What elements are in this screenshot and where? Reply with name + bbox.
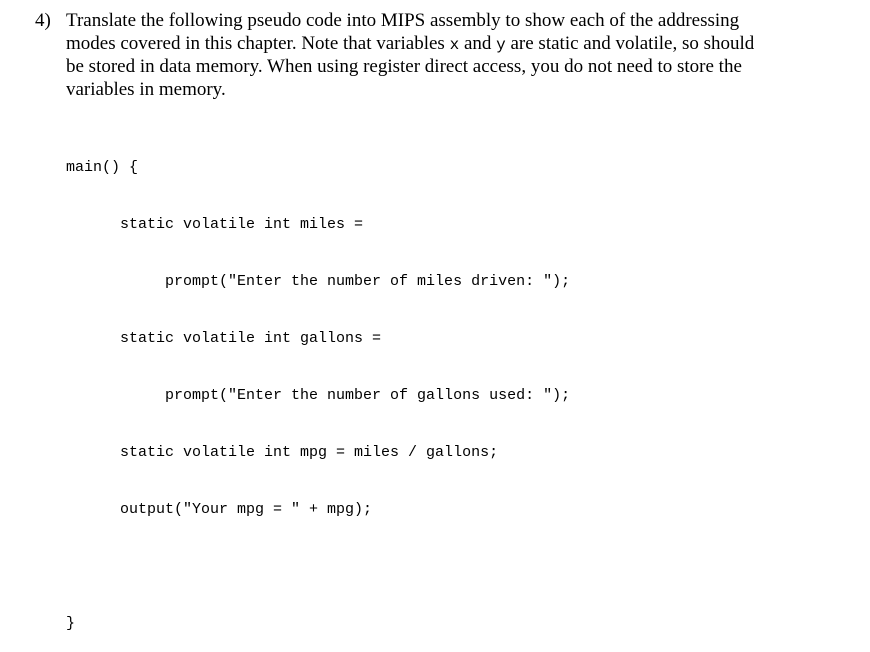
variable-y: y [496,35,506,54]
code-line: output("Your mpg = " + mpg); [66,501,373,518]
question-line-2 [66,33,816,57]
question-line-4: variables in memory. [66,78,226,100]
question-line-2-part-a: modes covered in this chapter. Note that variables [66,32,450,54]
code-line: static volatile int miles = [66,216,364,233]
question-number: 4) [35,10,51,31]
question-line-3: be stored in data memory. When using register direct access, you do not need to store the [66,56,742,77]
question-line-2-part-b: and [459,32,497,54]
pseudo-code-block [66,120,570,652]
code-line: } [66,615,76,632]
question-line-2-part-c: are static and volatile, so should [505,32,755,54]
code-line: main() { [66,159,139,176]
variable-x: x [449,35,460,54]
code-line: static volatile int gallons = [66,330,382,347]
code-line: prompt("Enter the number of miles driven: "); [66,273,571,290]
code-line: static volatile int mpg = miles / gallons; [66,444,499,461]
question-line-1: Translate the following pseudo code into MIPS assembly to show each of the addressing [66,10,740,31]
code-line [66,557,570,576]
question-text [66,10,816,101]
code-line: prompt("Enter the number of gallons used: "); [66,387,571,404]
